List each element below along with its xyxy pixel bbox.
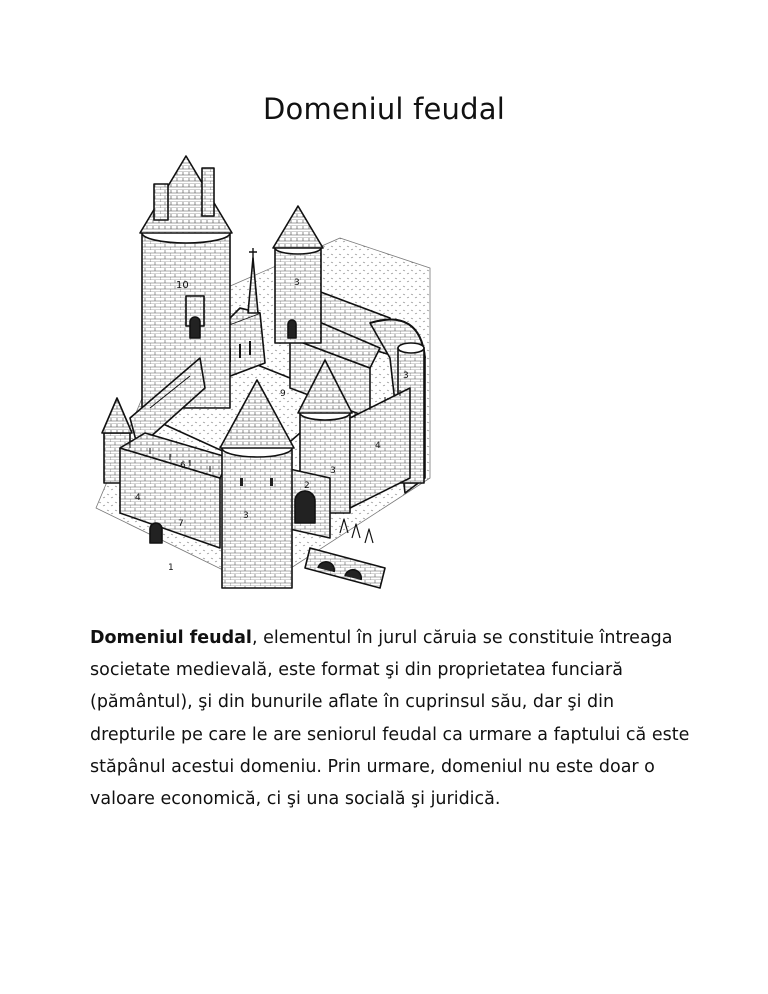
label-1: 1 — [168, 563, 174, 573]
label-3-back: 3 — [294, 278, 300, 288]
label-3-right: 3 — [330, 466, 336, 476]
label-7: 7 — [178, 519, 184, 529]
label-4-right: 4 — [375, 441, 381, 451]
label-10: 10 — [176, 280, 189, 291]
label-9: 9 — [280, 389, 286, 399]
label-3-bastion: 3 — [403, 371, 409, 381]
label-4: 4 — [135, 493, 141, 503]
body-paragraph — [90, 622, 690, 815]
paragraph-text: , elementul în jurul căruia se constituie întreaga societate medievală, este format şi din proprietatea funciară (pământul), şi din bunurile aflate în cuprinsul său, dar şi din drepturile pe care le are seniorul feudal ca urmare a faptului că este stăpânul acestui domeniu. Prin urmare, domeniul nu este doar o valoare economică, ci şi una socială şi juridică. — [90, 628, 690, 810]
page-title: Domeniul feudal — [263, 92, 505, 126]
label-6: 6 — [180, 461, 186, 471]
label-3-front: 3 — [243, 511, 249, 521]
lead-term: Domeniul feudal — [90, 628, 252, 648]
label-2: 2 — [304, 481, 310, 491]
castle-illustration — [90, 148, 434, 606]
